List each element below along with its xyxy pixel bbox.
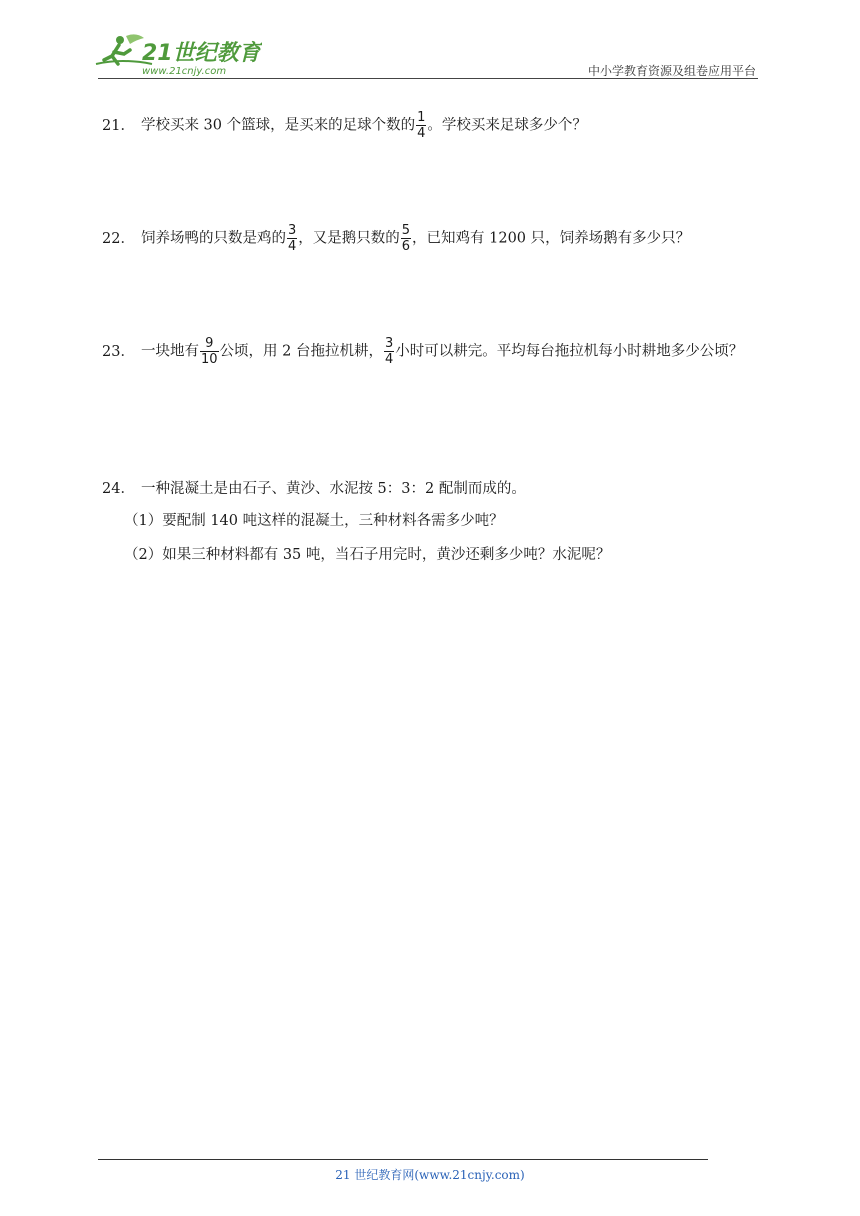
page-header: [92, 30, 760, 80]
question-22: [102, 224, 690, 253]
question-text: ，已知鸡有 1200 只，饲养场鹅有多少只？: [412, 230, 691, 247]
fraction: [384, 337, 394, 366]
fraction-denominator: 6: [401, 239, 411, 254]
fraction-numerator: 5: [401, 223, 411, 238]
question-text: 一块地有: [140, 343, 199, 360]
question-number: 24．: [102, 481, 135, 497]
question-text: 公顷，用 2 台拖拉机耕，: [219, 343, 383, 360]
fraction-numerator: 3: [384, 336, 394, 351]
fraction-denominator: 4: [287, 239, 297, 254]
runner-logo-icon: [92, 30, 262, 78]
site-logo[interactable]: [92, 30, 262, 78]
footer-link[interactable]: 21 世纪教育网(www.21cnjy.com): [335, 1168, 525, 1182]
question-number: 22．: [102, 230, 135, 247]
question-text: 。学校买来足球多少个？: [427, 117, 587, 134]
fraction: [287, 224, 297, 253]
fraction-denominator: 4: [384, 352, 394, 367]
question-text: 学校买来 30 个篮球，是买来的足球个数的: [140, 117, 416, 134]
footer-divider: [98, 1159, 708, 1160]
question-number: 21．: [102, 117, 135, 134]
platform-caption: 中小学教育资源及组卷应用平台: [587, 64, 756, 78]
question-24: [102, 479, 526, 499]
fraction-numerator: 1: [417, 110, 426, 125]
question-text: 小时可以耕完。平均每台拖拉机每小时耕地多少公顷？: [395, 343, 744, 360]
header-divider: [98, 78, 758, 79]
fraction-numerator: 9: [205, 336, 214, 351]
fraction-denominator: 10: [200, 352, 218, 367]
fraction: [200, 337, 219, 366]
question-text: 饲养场鸭的只数是鸡的: [140, 230, 286, 247]
svg-text:www.21cnjy.com: www.21cnjy.com: [142, 66, 227, 77]
question-text: ，又是鹅只数的: [298, 230, 400, 247]
sub-question-2: （2）如果三种材料都有 35 吨，当石子用完时，黄沙还剩多少吨？水泥呢？: [124, 547, 611, 563]
question-number: 23．: [102, 343, 135, 360]
fraction: [416, 111, 426, 140]
question-text: 一种混凝土是由石子、黄沙、水泥按 5：3：2 配制而成的。: [140, 481, 526, 497]
fraction-numerator: 3: [287, 223, 297, 238]
question-21: [102, 111, 587, 140]
sub-question-1: （1）要配制 140 吨这样的混凝土，三种材料各需多少吨？: [124, 513, 504, 529]
svg-text:21世纪教育: 21世纪教育: [142, 41, 261, 66]
question-23: [102, 337, 743, 366]
fraction-denominator: 4: [417, 126, 426, 141]
fraction: [401, 224, 411, 253]
